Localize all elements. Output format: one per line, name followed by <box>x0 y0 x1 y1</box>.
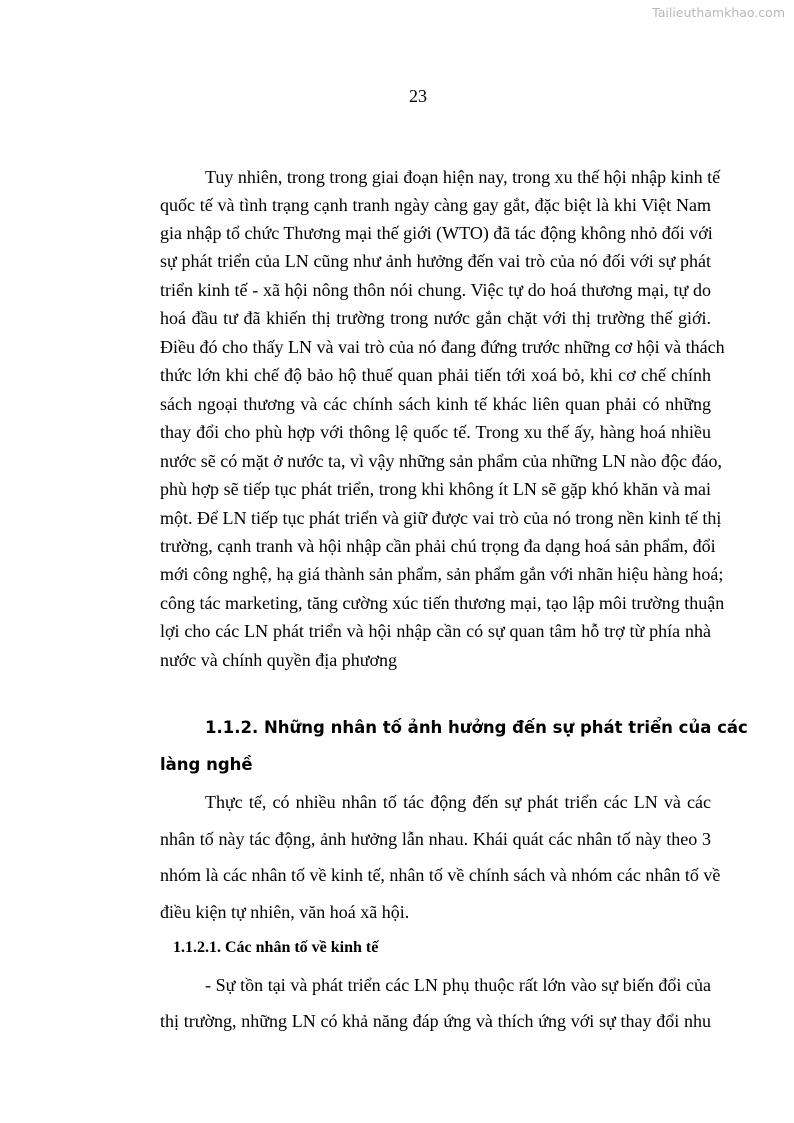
paragraph-line: Tuy nhiên, trong trong giai đoạn hiện nay, trong xu thế hội nhập kinh tế <box>205 167 721 187</box>
paragraph-line: lợi cho các LN phát triển và hội nhập cần có sự quan tâm hỗ trợ từ phía nhà <box>160 621 711 641</box>
paragraph-line: quốc tế và tình trạng cạnh tranh ngày càng gay gắt, đặc biệt là khi Việt Nam <box>160 195 711 215</box>
section-heading-continued: làng nghề <box>160 755 253 774</box>
section-heading: 1.1.2. Những nhân tố ảnh hưởng đến sự phát triển của các <box>205 718 748 737</box>
paragraph-line: nước và chính quyền địa phương <box>160 650 397 670</box>
paragraph-line: thay đổi cho phù hợp với thông lệ quốc tế. Trong xu thế ấy, hàng hoá nhiều <box>160 422 711 442</box>
paragraph-line: - Sự tồn tại và phát triển các LN phụ thuộc rất lớn vào sự biến đổi của <box>205 975 711 995</box>
paragraph-line: sự phát triển của LN cũng như ảnh hưởng đến vai trò của nó đối với sự phát <box>160 251 711 271</box>
paragraph-line: nhân tố này tác động, ảnh hưởng lẫn nhau. Khái quát các nhân tố này theo 3 <box>160 829 711 849</box>
paragraph-line: nước sẽ có mặt ở nước ta, vì vậy những sản phẩm của những LN nào độc đáo, <box>160 451 722 471</box>
paragraph-line: một. Để LN tiếp tục phát triển và giữ được vai trò của nó trong nền kinh tế thị <box>160 508 722 528</box>
paragraph-line: công tác marketing, tăng cường xúc tiến thương mại, tạo lập môi trường thuận <box>160 593 725 613</box>
paragraph-line: Điều đó cho thấy LN và vai trò của nó đang đứng trước những cơ hội và thách <box>160 337 725 357</box>
paragraph-line: nhóm là các nhân tố về kinh tế, nhân tố về chính sách và nhóm các nhân tố về <box>160 865 721 885</box>
paragraph-line: trường, cạnh tranh và hội nhập cần phải chú trọng đa dạng hoá sản phẩm, đổi <box>160 536 716 556</box>
paragraph-line: triển kinh tế - xã hội nông thôn nói chung. Việc tự do hoá thương mại, tự do <box>160 280 711 300</box>
paragraph-line: hoá đầu tư đã khiến thị trường trong nước gắn chặt với thị trường thế giới. <box>160 308 711 328</box>
subsection-heading: 1.1.2.1. Các nhân tố về kinh tế <box>173 939 379 956</box>
paragraph-line: sách ngoại thương và các chính sách kinh tế khác liên quan phải có những <box>160 394 711 414</box>
paragraph-line: điều kiện tự nhiên, văn hoá xã hội. <box>160 902 410 922</box>
paragraph-line: thức lớn khi chế độ bảo hộ thuế quan phải tiến tới xoá bỏ, khi cơ chế chính <box>160 365 711 385</box>
paragraph-line: mới công nghệ, hạ giá thành sản phẩm, sản phẩm gắn với nhãn hiệu hàng hoá; <box>160 564 724 584</box>
paragraph-line: gia nhập tổ chức Thương mại thế giới (WTO) đã tác động không nhỏ đối với <box>160 223 713 243</box>
page-number: 23 <box>409 86 427 106</box>
paragraph-line: Thực tế, có nhiều nhân tố tác động đến sự phát triển các LN và các <box>205 792 711 812</box>
paragraph-line: thị trường, những LN có khả năng đáp ứng và thích ứng với sự thay đổi nhu <box>160 1011 711 1031</box>
watermark: Tailieuthamkhao.com <box>652 5 785 20</box>
paragraph-line: phù hợp sẽ tiếp tục phát triển, trong khi không ít LN sẽ gặp khó khăn và mai <box>160 479 711 499</box>
